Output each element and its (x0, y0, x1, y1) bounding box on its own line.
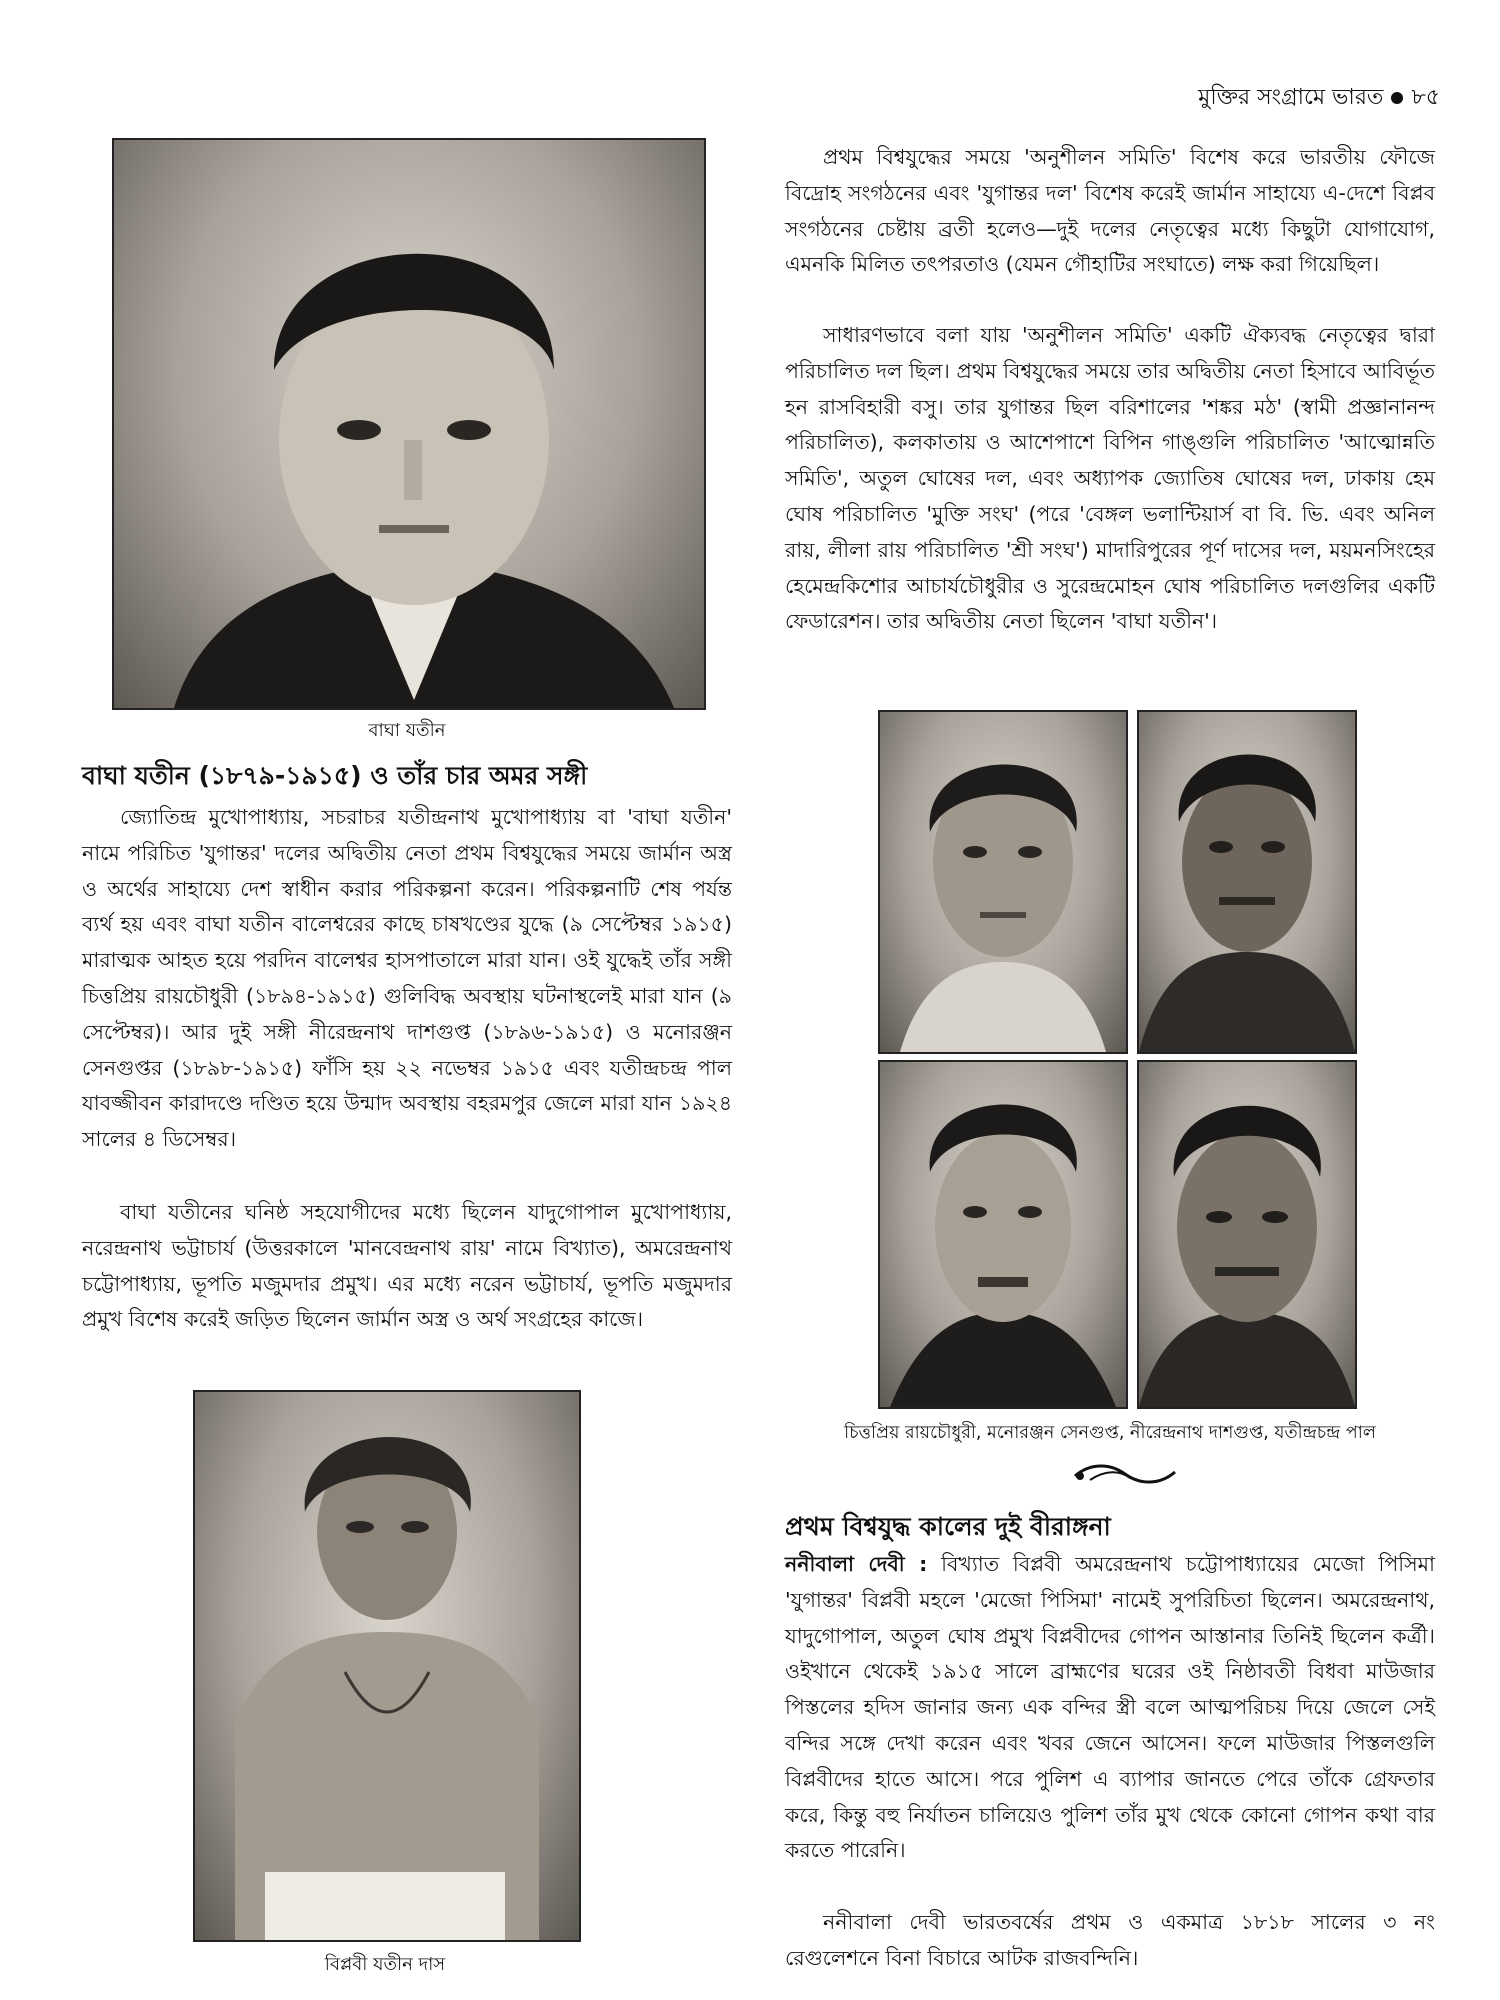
right-paragraph-1: প্রথম বিশ্বযুদ্ধের সময়ে 'অনুশীলন সমিতি' বিশেষ করে ভারতীয় ফৌজে বিদ্রোহ সংগঠনের এবং 'যুগান্তর দল' বিশেষ করেই জার্মান সাহায্যে এ-দেশে বিপ্লব সংগঠনের চেষ্টায় ব্রতী হলেও—দুই দলের নেতৃত্বের মধ্যে কিছুটা যোগাযোগ, এমনকি মিলিত তৎপরতাও (যেমন গৌহাটির সংঘাতে) লক্ষ করা গিয়েছিল। (785, 145, 1435, 277)
right-paragraph-2: সাধারণভাবে বলা যায় 'অনুশীলন সমিতি' একটি ঐক্যবদ্ধ নেতৃত্বের দ্বারা পরিচালিত দল ছিল। প্রথম বিশ্বযুদ্ধের সময়ে তার অদ্বিতীয় নেতা হিসাবে আবির্ভূত হন রাসবিহারী বসু। তার যুগান্তর ছিল বরিশালের 'শঙ্কর মঠ' (স্বামী প্রজ্ঞানানন্দ পরিচালিত), কলকাতায় ও আশেপাশে বিপিন গাঙ্গুলি পরিচালিত 'আত্মোন্নতি সমিতি', অতুল ঘোষের দল, এবং অধ্যাপক জ্যোতিষ ঘোষের দল, ঢাকায় হেম ঘোষ পরিচালিত 'মুক্তি সংঘ' (পরে 'বেঙ্গল ভলান্টিয়ার্স বা বি. ভি. এবং অনিল রায়, লীলা রায় পরিচালিত 'শ্রী সংঘ') মাদারিপুরের পূর্ণ দাসের দল, ময়মনসিংহের হেমেন্দ্রকিশোর আচার্যচৌধুরীর ও সুরেন্দ্রমোহন ঘোষ পরিচালিত দলগুলির একটি ফেডারেশন। তার অদ্বিতীয় নেতা ছিলেন 'বাঘা যতীন'। (785, 323, 1435, 634)
right-paragraph-3 (785, 1547, 1435, 1869)
running-head (1150, 80, 1440, 117)
photo-manoranjan-sengupta (1137, 710, 1357, 1054)
page-number: ৮৫ (1411, 85, 1440, 110)
photo1-caption: বাঘা যতীন (368, 720, 446, 741)
bullet-dot (1391, 92, 1403, 104)
left-paragraph-2: বাঘা যতীনের ঘনিষ্ঠ সহযোগীদের মধ্যে ছিলেন যাদুগোপাল মুখোপাধ্যায়, নরেন্দ্রনাথ ভট্টাচার্য (উত্তরকালে 'মানবেন্দ্রনাথ রায়' নামে বিখ্যাত), অমরেন্দ্রনাথ চট্টোপাধ্যায়, ভূপতি মজুমদার প্রমুখ। এর মধ্যে নরেন ভট্টাচার্য, ভূপতি মজুমদার প্রমুখ বিশেষ করেই জড়িত ছিলেন জার্মান অস্ত্র ও অর্থ সংগ্রহের কাজে। (82, 1200, 732, 1332)
right-paragraph-4: ননীবালা দেবী ভারতবর্ষের প্রথম ও একমাত্র ১৮১৮ সালের ৩ নং রেগুলেশনে বিনা বিচারে আটক রাজবন্দিনি। (785, 1910, 1435, 1970)
photo-jatin-das (193, 1390, 581, 1942)
running-title: মুক্তির সংগ্রামে ভারত (1198, 85, 1384, 110)
photo-nirendranath-dasgupta (878, 1060, 1128, 1409)
left-section-heading: বাঘা যতীন (১৮৭৯-১৯১৫) ও তাঁর চার অমর সঙ্গী (82, 761, 588, 790)
left-paragraph-1: জ্যোতিন্দ্র মুখোপাধ্যায়, সচরাচর যতীন্দ্রনাথ মুখোপাধ্যায় বা 'বাঘা যতীন' নামে পরিচিত 'যুগান্তর' দলের অদ্বিতীয় নেতা প্রথম বিশ্বযুদ্ধের সময়ে জার্মান অস্ত্র ও অর্থের সাহায্যে দেশ স্বাধীন করার পরিকল্পনা করেন। পরিকল্পনাটি শেষ পর্যন্ত ব্যর্থ হয় এবং বাঘা যতীন বালেশ্বরের কাছে চাষখণ্ডের যুদ্ধে (৯ সেপ্টেম্বর ১৯১৫) মারাত্মক আহত হয়ে পরদিন বালেশ্বর হাসপাতালে মারা যান। ওই যুদ্ধেই তাঁর সঙ্গী চিত্তপ্রিয় রায়চৌধুরী (১৮৯৪-১৯১৫) গুলিবিদ্ধ অবস্থায় ঘটনাস্থলেই মারা যান (৯ সেপ্টেম্বর)। আর দুই সঙ্গী নীরেন্দ্রনাথ দাশগুপ্ত (১৮৯৬-১৯১৫) ও মনোরঞ্জন সেনগুপ্তর (১৮৯৮-১৯১৫) ফাঁসি হয় ২২ নভেম্বর ১৯১৫ এবং যতীন্দ্রচন্দ্র পাল যাবজ্জীবন কারাদণ্ডে দণ্ডিত হয়ে উন্মাদ অবস্থায় বহরমপুর জেলে মারা যান ১৯২৪ সালের ৪ ডিসেম্বর। (82, 805, 732, 1152)
photo-chittapriya-raychowdhury (878, 710, 1128, 1054)
lead-name: ননীবালা দেবী : (785, 1552, 928, 1576)
photo2-caption: বিপ্লবী যতীন দাস (324, 1954, 446, 1975)
right-section-heading: প্রথম বিশ্বযুদ্ধ কালের দুই বীরাঙ্গনা (785, 1512, 1111, 1541)
right-paragraph-3-body: বিখ্যাত বিপ্লবী অমরেন্দ্রনাথ চট্টোপাধ্যায়ের মেজো পিসিমা 'যুগান্তর' বিপ্লবী মহলে 'মেজো পিসিমা' নামেই সুপরিচিতা ছিলেন। অমরেন্দ্রনাথ, যাদুগোপাল, অতুল ঘোষ প্রমুখ বিপ্লবীদের গোপন আস্তানার তিনিই ছিলেন কর্ত্রী। ওইখানে থেকেই ১৯১৫ সালে ব্রাহ্মণের ঘরের ওই নিষ্ঠাবতী বিধবা মাউজার পিস্তলের হদিস জানার জন্য এক বন্দির স্ত্রী বলে আত্মপরিচয় দিয়ে জেলে সেই বন্দির সঙ্গে দেখা করেন এবং খবর জেনে আসেন। ফলে মাউজার পিস্তলগুলি বিপ্লবীদের হাতে আসে। পরে পুলিশ এ ব্যাপার জানতে পেরে তাঁকে গ্রেফতার করে, কিন্তু বহু নির্যাতন চালিয়েও পুলিশ তাঁর মুখ থেকে কোনো গোপন কথা বার করতে পারেনি। (785, 1552, 1435, 1863)
photo-bagha-jatin (112, 138, 706, 710)
ornament-divider-icon (1070, 1458, 1180, 1490)
photo-jatindrachandra-pal (1137, 1060, 1357, 1409)
grid-caption: চিত্তপ্রিয় রায়চৌধুরী, মনোরঞ্জন সেনগুপ্ত, নীরেন্দ্রনাথ দাশগুপ্ত, যতীন্দ্রচন্দ্র পাল (844, 1423, 1376, 1443)
